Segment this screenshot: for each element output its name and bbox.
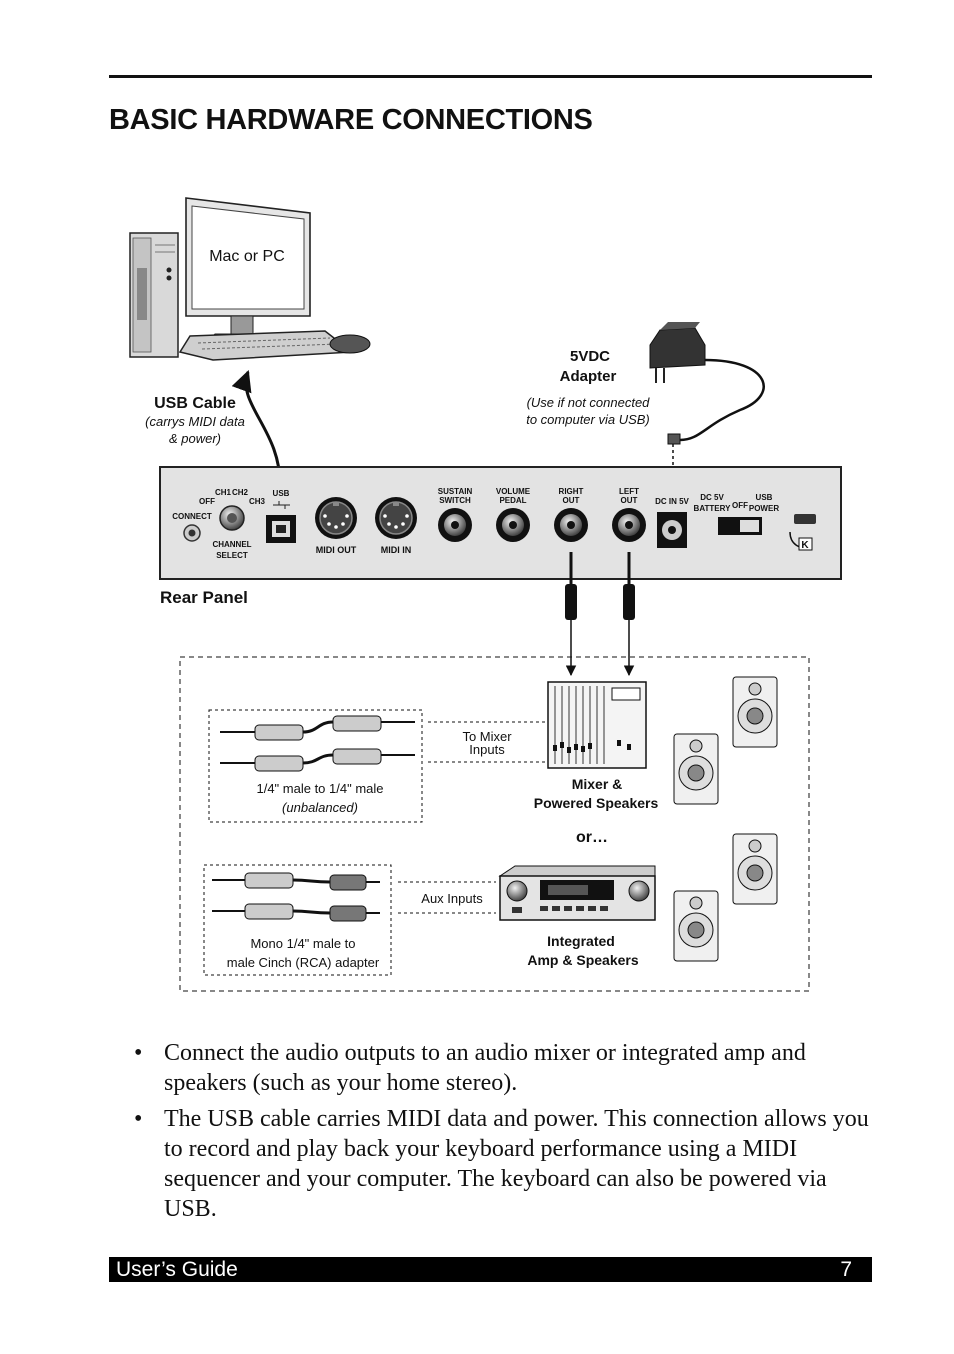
- right-out-jack: [554, 487, 588, 542]
- mixer-illustration: [548, 682, 646, 768]
- dc-in-label: DC IN 5V: [655, 497, 689, 506]
- right-out-label-line1: RIGHT: [558, 487, 584, 496]
- keyboard-and-mouse: [180, 331, 370, 360]
- usb-power-label-line2: POWER: [748, 504, 780, 513]
- volume-label-line1: VOLUME: [495, 487, 531, 496]
- usb-cable-note-line1: (carrys MIDI data: [145, 414, 245, 429]
- to-mixer-label-line2: Inputs: [469, 742, 505, 757]
- computer-label: Mac or PC: [209, 248, 285, 265]
- powered-speakers-illustration: [674, 677, 777, 804]
- adapter-title-line2: Adapter: [559, 368, 617, 385]
- kensington-label: K: [801, 540, 809, 551]
- ch2-label: CH2: [231, 488, 249, 497]
- instruction-list: [130, 1038, 875, 1230]
- aux-inputs-label: Aux Inputs: [421, 891, 483, 906]
- sustain-label-line1: SUSTAIN: [437, 487, 473, 496]
- computer-illustration: [130, 198, 370, 360]
- adapter-note-line1: (Use if not connected: [526, 395, 650, 410]
- integrated-amp-illustration: [500, 866, 655, 920]
- usb-cable-note-line2: & power): [168, 431, 222, 446]
- channel-select-label-line1: CHANNEL: [212, 540, 252, 549]
- page-title: BASIC HARDWARE CONNECTIONS: [109, 104, 593, 136]
- mixer-option: [209, 677, 777, 822]
- volume-label-line2: PEDAL: [499, 496, 527, 505]
- usb-port-label: USB: [272, 489, 290, 498]
- volume-pedal-jack: [496, 487, 531, 542]
- amp-device-label-line2: Amp & Speakers: [527, 952, 639, 968]
- midi-out-port: [315, 497, 357, 555]
- instruction-item: • The USB cable carries MIDI data and power. This connection allows you to record and play back your keyboard performance using a MIDI sequencer and your computer. The keyboard can also be powered via USB.: [130, 1104, 875, 1224]
- page-footer: [109, 1257, 872, 1282]
- amp-device-label-line1: Integrated: [547, 933, 615, 949]
- stereo-speakers-illustration: [674, 834, 777, 961]
- ch3-label: CH3: [248, 497, 266, 506]
- left-out-label-line2: OUT: [620, 496, 638, 505]
- amp-cable-label-line1: Mono 1/4" male to: [250, 936, 356, 951]
- ch1-label: CH1: [214, 488, 232, 497]
- adapter-note-line2: to computer via USB): [526, 412, 650, 427]
- midi-in-port: [375, 497, 417, 555]
- right-out-label-line2: OUT: [562, 496, 580, 505]
- page-number: 7: [840, 1258, 852, 1281]
- usb-power-label-line1: USB: [755, 493, 773, 502]
- computer-monitor: [186, 198, 310, 342]
- or-label: or…: [576, 829, 608, 846]
- rear-panel-label: Rear Panel: [160, 588, 248, 607]
- instruction-item: • Connect the audio outputs to an audio mixer or integrated amp and speakers (such as your home stereo).: [130, 1038, 875, 1098]
- amp-option: [204, 834, 777, 975]
- quarter-inch-cable-illustration: [220, 716, 415, 771]
- off-position-label: OFF: [199, 497, 215, 506]
- left-out-label-line1: LEFT: [619, 487, 639, 496]
- mixer-device-label-line2: Powered Speakers: [533, 795, 659, 811]
- to-mixer-label-line1: To Mixer: [462, 729, 512, 744]
- battery-label-line1: DC 5V: [700, 493, 724, 502]
- mixer-cable-label: 1/4" male to 1/4" male: [256, 781, 384, 796]
- midi-in-label: MIDI IN: [380, 545, 412, 555]
- rca-adapter-cable-illustration: [212, 873, 380, 921]
- adapter-title-line1: 5VDC: [569, 348, 611, 365]
- sustain-label-line2: SWITCH: [439, 496, 471, 505]
- mixer-cable-note: (unbalanced): [282, 800, 358, 815]
- battery-label-line2: BATTERY: [693, 504, 731, 513]
- computer-tower: [130, 233, 178, 357]
- footer-guide-title: User’s Guide: [116, 1258, 238, 1281]
- dc-in-jack: [655, 497, 689, 548]
- rear-panel: [160, 467, 841, 607]
- amp-cable-label-line2: male Cinch (RCA) adapter: [226, 955, 380, 970]
- channel-select-label-line2: SELECT: [216, 551, 248, 560]
- power-off-label: OFF: [732, 501, 748, 510]
- sustain-switch-jack: [438, 487, 473, 542]
- usb-cable-title: USB Cable: [154, 395, 236, 412]
- mixer-device-label-line1: Mixer &: [571, 776, 623, 792]
- midi-out-label: MIDI OUT: [315, 545, 357, 555]
- connect-label: CONNECT: [172, 512, 212, 521]
